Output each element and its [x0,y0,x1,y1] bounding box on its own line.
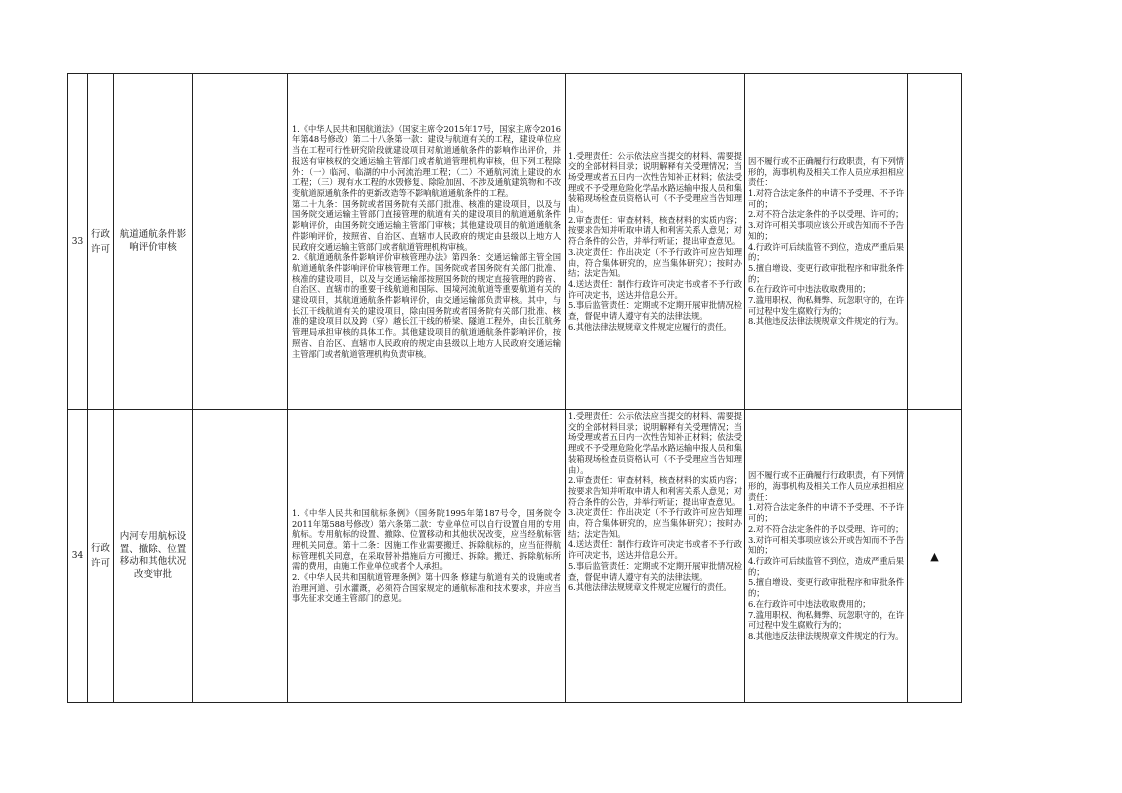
row-number: 33 [68,74,88,410]
empty-cell [193,74,288,410]
item-category: 行政许可 [88,410,114,703]
responsibility-text: 1.受理责任：公示依法应当提交的材料、需要提交的全部材料目录；说明解释有关受理情况；当场受理或者五日内一次性告知补正材料；依法受理或不予受理危险化学品水路运输申报人员和集装箱现场检查员资格认可（不予受理应当告知理由）。 2.审查责任：审查材料，核查材料的实质内容；按要求告知并听取申请人和利害关系人意见；对符合条件的公告，并举行听证；提出审查意见。 3.决定责任：作出决定（不予行政许可应告知理由，符合集体研究的，应当集体研究）；按时办结；法定告知。 4.送达责任：制作行政许可决定书或者不予行政许可决定书，送达并信息公开。 5.事后监管责任：定期或不定期开展审批情况检查，督促申请人遵守有关的法律法规。 6.其他法律法规规章文件规定应履行的责任。 [566,74,745,410]
triangle-mark-icon [908,74,962,410]
responsibility-text: 1.受理责任：公示依法应当提交的材料、需要提交的全部材料目录；说明解释有关受理情况；当场受理或者五日内一次性告知补正材料；依法受理或不予受理危险化学品水路运输申报人员和集装箱现场检查员资格认可（不予受理应当告知理由）。 2.审查责任：审查材料，核查材料的实质内容；按要求告知并听取申请人和利害关系人意见；对符合条件的公告，并举行听证；提出审查意见。 3.决定责任：作出决定（不予行政许可应告知理由，符合集体研究的，应当集体研究）；按时办结；法定告知。 4.送达责任：制作行政许可决定书或者不予行政许可决定书，送达并信息公开。 5.事后监管责任：定期或不定期开展审批情况检查，督促申请人遵守有关的法律法规。 6.其他法律法规规章文件规定应履行的责任。 [566,410,745,703]
empty-cell [193,410,288,703]
row-number: 34 [68,410,88,703]
accountability-text: 因不履行或不正确履行行政职责，有下列情形的，海事机构及相关工作人员应承担相应责任： 1.对符合法定条件的申请不予受理、不予许可的； 2.对不符合法定条件的予以受理、许可的； 3.对许可相关事项应该公开或告知而不予告知的； 4.行政许可后续监管不到位，造成严重后果的； 5.擅自增设、变更行政审批程序和审批条件的； 6.在行政许可中违法收取费用的； 7.滥用职权、徇私舞弊、玩忽职守的，在许可过程中发生腐败行为的； 8.其他违反法律法规规章文件规定的行为。 [745,410,908,703]
accountability-text: 因不履行或不正确履行行政职责，有下列情形的，海事机构及相关工作人员应承担相应责任： 1.对符合法定条件的申请不予受理、不予许可的； 2.对不符合法定条件的予以受理、许可的； 3.对许可相关事项应该公开或告知而不予告知的； 4.行政许可后续监管不到位，造成严重后果的； 5.擅自增设、变更行政审批程序和审批条件的； 6.在行政许可中违法收取费用的； 7.滥用职权、徇私舞弊、玩忽职守的，在许可过程中发生腐败行为的； 8.其他违反法律法规规章文件规定的行为。 [745,74,908,410]
item-name: 航道通航条件影响评价审核 [114,74,193,410]
table-row [68,74,962,410]
legal-basis-text: 1.《中华人民共和国航标条例》（国务院1995年第187号令，国务院令2011年第588号修改）第六条第二款：专业单位可以自行设置自用的专用航标。专用航标的设置、撤除、位置移动和其他状况改变，应当经航标管理机关同意。第十二条：因施工作业需要搬迁、拆除航标的，应当征得航标管理机关同意，在采取替补措施后方可搬迁、拆除。搬迁、拆除航标所需的费用，由施工作业单位或者个人承担。 2.《中华人民共和国航道管理条例》第十四条 修建与航道有关的设施或者治理河道、引水灌溉，必须符合国家规定的通航标准和技术要求，并应当事先征求交通主管部门的意见。 [288,410,566,703]
legal-basis-text: 1.《中华人民共和国航道法》（国家主席令2015年17号，国家主席令2016年第48号修改）第二十八条第一款：建设与航道有关的工程，建设单位应当在工程可行性研究阶段就建设项目对航道通航条件的影响作出评价，并报送有审核权的交通运输主管部门或者航道管理机构审核，但下列工程除外：（一）临河、临湖的中小河流治理工程；（二）不通航河流上建设的水工程；（三）现有水工程的水毁修复、除险加固、不涉及通航建筑物和不改变航道原通航条件的更新改造等不影响航道通航条件的工程。 第二十九条：国务院或者国务院有关部门批准、核准的建设项目，以及与国务院交通运输主管部门直接管理的航道有关的建设项目的航道通航条件影响评价，由国务院交通运输主管部门审核；其他建设项目的航道通航条件影响评价，按照省、自治区、直辖市人民政府的规定由县级以上地方人民政府交通运输主管部门或者航道管理机构审核。 2.《航道通航条件影响评价审核管理办法》第四条：交通运输部主管全国航道通航条件影响评价审核管理工作。国务院或者国务院有关部门批准、核准的建设项目，以及与交通运输部按照国务院的规定直接管理的跨省、自治区、直辖市的重要干线航道和国际、国境河流航道等重要航道有关的建设项目，其航道通航条件影响评价，由交通运输部负责审核。其中，与长江干线航道有关的建设项目，除由国务院或者国务院有关部门批准、核准的建设项目以及跨（穿）越长江干线的桥梁、隧道工程外，由长江航务管理局承担审核的具体工作。其他建设项目的航道通航条件影响评价，按照省、自治区、直辖市人民政府的规定由县级以上地方人民政府交通运输主管部门或者航道管理机构负责审核。 [288,74,566,410]
table-row [68,410,962,703]
item-name: 内河专用航标设置、撤除、位置移动和其他状况改变审批 [114,410,193,703]
item-category: 行政许可 [88,74,114,410]
triangle-mark-icon: ▲ [908,410,962,703]
responsibility-table [67,73,962,703]
